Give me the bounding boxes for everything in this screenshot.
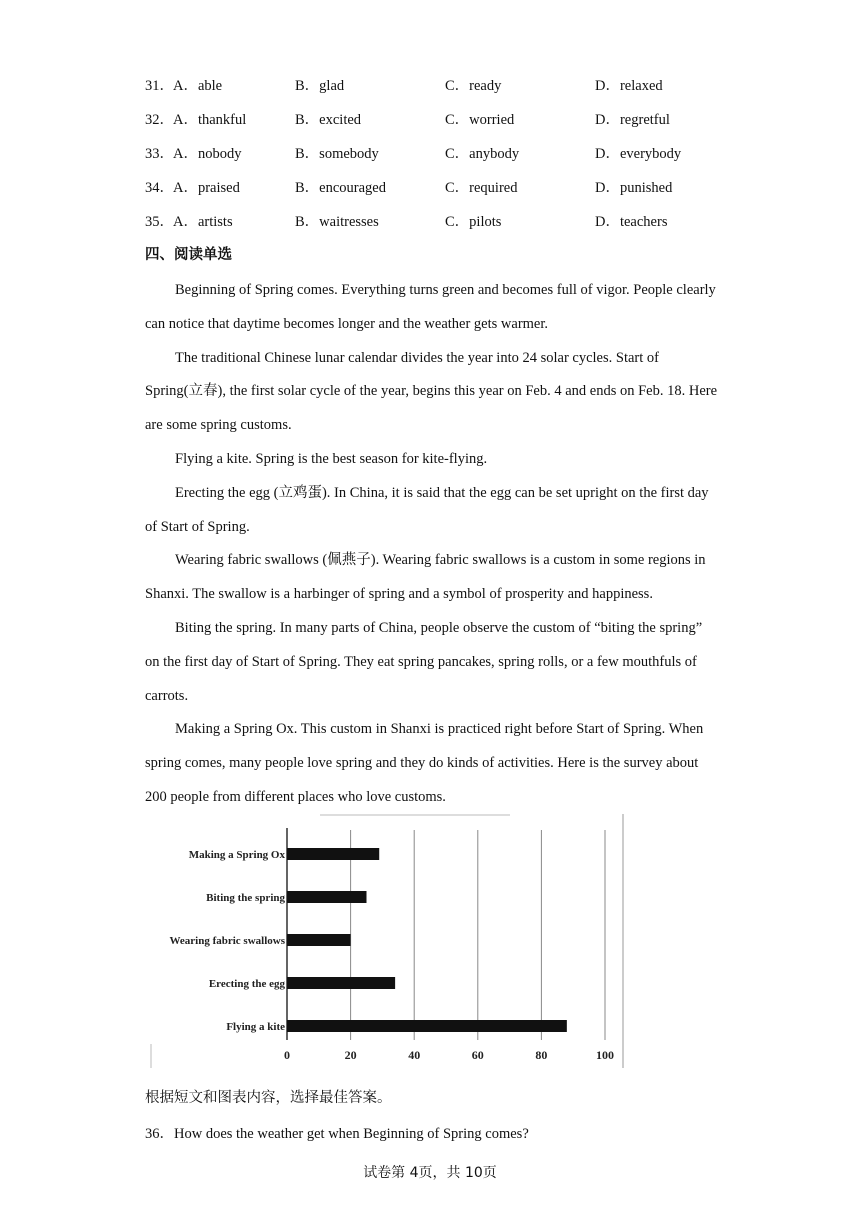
option-b: B．excited (295, 112, 362, 128)
paragraph: Erecting the egg (立鸡蛋). In China, it is said that the egg can be set upright on the first day of Start of Spring. (145, 484, 709, 535)
option-b: B．glad (295, 78, 345, 94)
option-d: D．relaxed (595, 78, 663, 94)
paragraph: Flying a kite. Spring is the best season for kite-flying. (175, 450, 488, 467)
category-label: Flying a kite (226, 1021, 285, 1033)
paragraph: Making a Spring Ox. This custom in Shanxi is practiced right before Start of Spring. When spring comes, many people love spring and they do kinds of activities. Here is the survey about 200 people from different places who love customs. (145, 721, 704, 805)
tick-label: 100 (596, 1048, 614, 1062)
question-number: 35． (145, 214, 174, 230)
option-c: C．ready (445, 78, 502, 94)
tick-label: 0 (284, 1048, 290, 1062)
question-number: 32． (145, 112, 174, 128)
option-d: D．regretful (595, 112, 670, 128)
bar (287, 977, 395, 989)
option-c: C．anybody (445, 146, 520, 162)
bar (287, 848, 379, 860)
category-label: Biting the spring (206, 892, 285, 904)
category-label: Making a Spring Ox (188, 849, 285, 861)
section-title: 四、阅读单选 (145, 247, 232, 263)
option-d: D．everybody (595, 146, 682, 162)
paragraph: The traditional Chinese lunar calendar divides the year into 24 solar cycles. Start of Spring(立春), the first solar cycle of the year, begins this year on Feb. 4 and ends on Feb. 18. Here are some spring customs. (145, 349, 718, 434)
option-c: C．pilots (445, 214, 502, 230)
tick-label: 40 (408, 1048, 421, 1062)
bar (287, 891, 367, 903)
option-a: A．able (173, 78, 223, 94)
option-row (145, 74, 745, 96)
paragraph: Wearing fabric swallows (佩燕子). Wearing fabric swallows is a custom in some regions in Shanxi. The swallow is a harbinger of spring and a symbol of prosperity and happiness. (145, 552, 706, 603)
bar (287, 1020, 567, 1032)
reading-passage (145, 274, 720, 815)
survey-bar-chart (145, 812, 630, 1074)
paragraph: Beginning of Spring comes. Everything turns green and becomes full of vigor. People clearly can notice that daytime becomes longer and the weather gets warmer. (145, 282, 716, 332)
option-b: B．somebody (295, 146, 379, 162)
option-row (145, 108, 745, 130)
category-label: Wearing fabric swallows (169, 935, 285, 947)
instruction-text: 根据短文和图表内容，选择最佳答案。 (145, 1090, 392, 1106)
question-number: 31． (145, 78, 174, 94)
paragraph: Biting the spring. In many parts of China, people observe the custom of “biting the spring” on the first day of Start of Spring. They eat spring pancakes, spring rolls, or a few mouthfuls of carrots. (145, 619, 703, 704)
question-number: 33． (145, 146, 174, 162)
option-c: C．worried (445, 112, 515, 128)
option-c: C．required (445, 180, 518, 196)
tick-label: 20 (344, 1048, 357, 1062)
category-label: Erecting the egg (208, 978, 285, 990)
option-row (145, 176, 745, 198)
option-d: D．teachers (595, 214, 668, 230)
option-row (145, 210, 745, 232)
tick-label: 60 (471, 1048, 484, 1062)
question-number: 34． (145, 180, 174, 196)
option-a: A．nobody (173, 146, 242, 162)
option-a: A．thankful (173, 112, 247, 128)
option-b: B．waitresses (295, 214, 379, 230)
option-a: A．praised (173, 180, 240, 196)
tick-label: 80 (535, 1048, 548, 1062)
option-a: A．artists (173, 214, 233, 230)
bar (287, 934, 351, 946)
question-36: 36．How does the weather get when Beginning of Spring comes? (145, 1126, 529, 1142)
option-d: D．punished (595, 180, 673, 196)
option-b: B．encouraged (295, 180, 386, 196)
page-footer: 试卷第 4页，共 10页 (363, 1165, 497, 1181)
option-row (145, 142, 745, 164)
